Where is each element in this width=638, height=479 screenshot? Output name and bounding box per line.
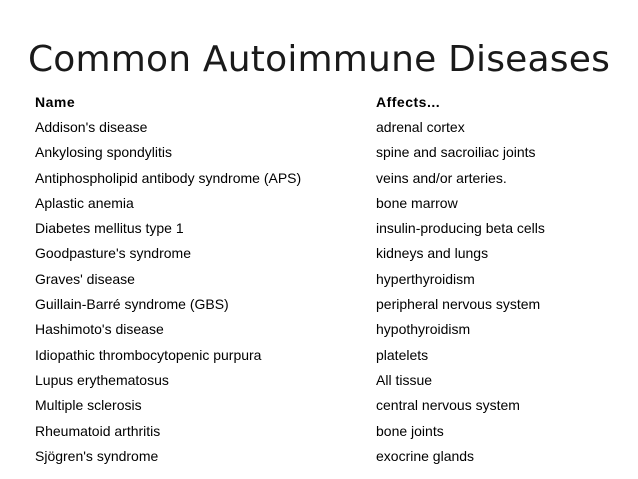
disease-name: Guillain-Barré syndrome (GBS) [35, 296, 229, 313]
table-row [35, 394, 615, 419]
table-row [35, 369, 615, 394]
disease-name: Multiple sclerosis [35, 397, 142, 414]
disease-table [35, 91, 615, 470]
disease-affects: hypothyroidism [376, 321, 471, 338]
table-row [35, 268, 615, 293]
table-row [35, 116, 615, 141]
disease-name: Ankylosing spondylitis [35, 144, 172, 161]
disease-affects: exocrine glands [376, 447, 475, 464]
disease-affects: All tissue [376, 371, 433, 388]
disease-affects: adrenal cortex [376, 119, 465, 135]
table-header-row [35, 91, 615, 116]
table-row [35, 242, 615, 267]
disease-affects: bone joints [376, 422, 444, 439]
disease-name: Graves' disease [35, 270, 135, 287]
table-row [35, 217, 615, 242]
disease-name: Sjögren's syndrome [35, 447, 159, 464]
disease-affects: spine and sacroiliac joints [376, 144, 536, 161]
table-row [35, 167, 615, 192]
table-row [35, 192, 615, 217]
disease-name: Antiphospholipid antibody syndrome (APS) [35, 169, 302, 186]
disease-affects: bone marrow [376, 194, 458, 211]
table-row [35, 141, 615, 166]
table-row [35, 344, 615, 369]
table-row [35, 445, 615, 470]
disease-name: Lupus erythematosus [35, 371, 169, 388]
disease-name: Idiopathic thrombocytopenic purpura [35, 346, 262, 363]
disease-name: Rheumatoid arthritis [35, 422, 161, 439]
disease-name: Aplastic anemia [35, 194, 134, 211]
disease-name: Diabetes mellitus type 1 [35, 220, 184, 237]
slide-title: Common Autoimmune Diseases [27, 39, 611, 80]
disease-name: Goodpasture's syndrome [35, 245, 191, 262]
disease-affects: central nervous system [376, 397, 520, 414]
disease-affects: platelets [376, 346, 429, 363]
table-row [35, 420, 615, 445]
table-row [35, 318, 615, 343]
disease-affects: insulin-producing beta cells [376, 220, 545, 237]
disease-affects: peripheral nervous system [376, 296, 541, 313]
header-name: Name [35, 94, 76, 110]
disease-name: Hashimoto's disease [35, 321, 164, 338]
disease-affects: kidneys and lungs [376, 245, 489, 262]
disease-affects: veins and/or arteries. [376, 169, 507, 186]
table-row [35, 293, 615, 318]
header-affects: Affects... [376, 94, 441, 110]
disease-name: Addison's disease [35, 119, 148, 135]
disease-affects: hyperthyroidism [376, 270, 475, 287]
